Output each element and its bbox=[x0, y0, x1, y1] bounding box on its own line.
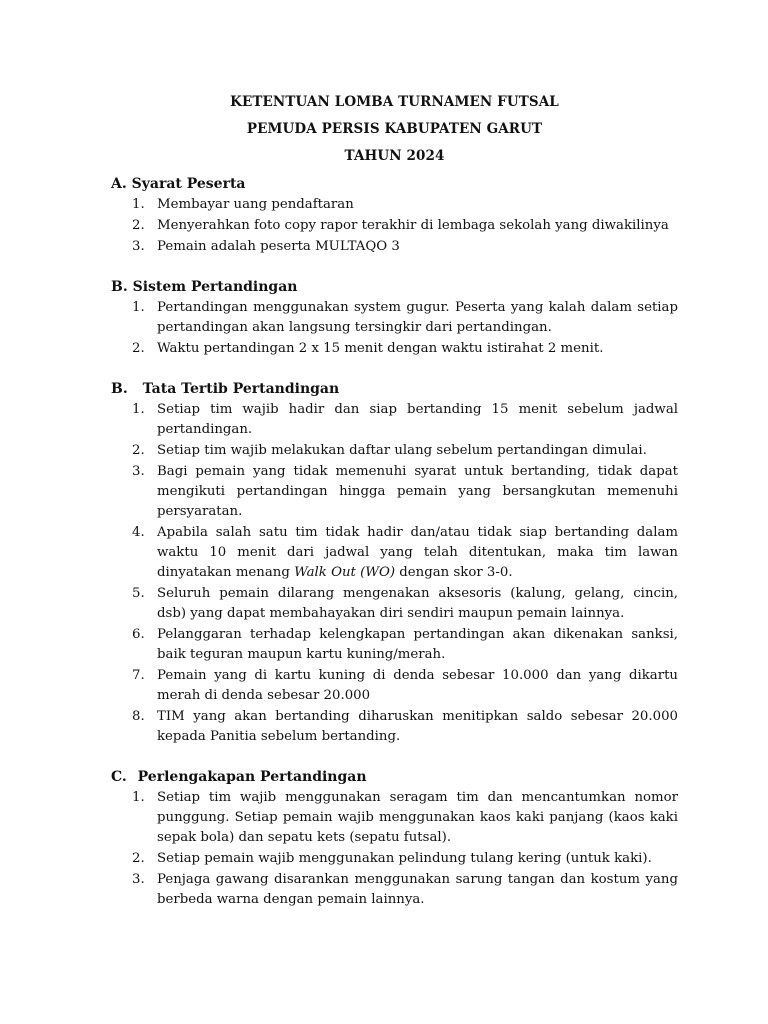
list-item bbox=[111, 441, 678, 461]
list-number: 2. bbox=[132, 218, 145, 233]
list-number: 3. bbox=[132, 872, 145, 887]
section-syarat-peserta bbox=[111, 175, 678, 257]
list-item bbox=[111, 298, 678, 338]
list-text: dengan skor 3-0. bbox=[395, 565, 513, 580]
list-text: TIM yang akan bertanding diharuskan menitipkan saldo sebesar 20.000 kepada Panitia sebelum bertanding. bbox=[157, 709, 678, 744]
list-number: 1. bbox=[132, 402, 145, 417]
list-item bbox=[111, 625, 678, 665]
list-number: 1. bbox=[132, 790, 145, 805]
list-number: 7. bbox=[132, 668, 145, 683]
list-item bbox=[111, 339, 678, 359]
list-number: 2. bbox=[132, 443, 145, 458]
section-letter: A. bbox=[111, 176, 127, 192]
list-number: 1. bbox=[132, 300, 145, 315]
section-title: Perlengakapan Pertandingan bbox=[137, 769, 367, 785]
list-text: Apabila salah satu tim tidak hadir dan/atau tidak siap bertanding dalam waktu 10 menit dari jadwal yang telah ditentukan, maka tim lawan dinyatakan menang bbox=[157, 525, 678, 580]
list-number: 6. bbox=[132, 627, 145, 642]
list-text: Menyerahkan foto copy rapor terakhir di lembaga sekolah yang diwakilinya bbox=[157, 218, 669, 233]
list-text: Pemain yang di kartu kuning di denda sebesar 10.000 dan yang dikartu merah di denda sebesar 20.000 bbox=[157, 668, 678, 703]
list-item bbox=[111, 523, 678, 583]
list-text: Waktu pertandingan 2 x 15 menit dengan waktu istirahat 2 menit. bbox=[157, 341, 604, 356]
document-title-line-1: KETENTUAN LOMBA TURNAMEN FUTSAL bbox=[230, 94, 559, 110]
list-text: Membayar uang pendaftaran bbox=[157, 197, 354, 212]
list-item bbox=[111, 870, 678, 910]
section-heading bbox=[111, 380, 678, 398]
list-number: 4. bbox=[132, 525, 145, 540]
section-heading bbox=[111, 175, 678, 193]
list-text: Penjaga gawang disarankan menggunakan sarung tangan dan kostum yang berbeda warna dengan pemain lainnya. bbox=[157, 872, 678, 907]
section-list bbox=[111, 400, 678, 747]
list-item bbox=[111, 216, 678, 236]
list-text: Setiap tim wajib melakukan daftar ulang sebelum pertandingan dimulai. bbox=[157, 443, 647, 458]
list-text: Bagi pemain yang tidak memenuhi syarat untuk bertanding, tidak dapat mengikuti pertandingan hingga pemain yang bersangkutan memenuhi persyaratan. bbox=[157, 464, 678, 519]
list-item bbox=[111, 195, 678, 215]
list-text: Pertandingan menggunakan system gugur. Peserta yang kalah dalam setiap pertandingan akan langsung tersingkir dari pertandingan. bbox=[157, 300, 678, 335]
section-heading bbox=[111, 278, 678, 296]
list-number: 1. bbox=[132, 197, 145, 212]
section-title: Syarat Peserta bbox=[131, 176, 246, 192]
section-title: Sistem Pertandingan bbox=[132, 279, 298, 295]
list-item bbox=[111, 849, 678, 869]
section-perlengkapan bbox=[111, 768, 678, 910]
list-text-italic: Walk Out (WO) bbox=[294, 565, 396, 580]
list-item bbox=[111, 584, 678, 624]
section-sistem-pertandingan bbox=[111, 278, 678, 359]
list-text: Seluruh pemain dilarang mengenakan aksesoris (kalung, gelang, cincin, dsb) yang dapat membahayakan diri sendiri maupun pemain lainnya. bbox=[157, 586, 678, 621]
list-number: 8. bbox=[132, 709, 145, 724]
list-number: 2. bbox=[132, 851, 145, 866]
document-title-line-2: PEMUDA PERSIS KABUPATEN GARUT bbox=[246, 121, 543, 137]
list-text: Setiap tim wajib hadir dan siap bertanding 15 menit sebelum jadwal pertandingan. bbox=[157, 402, 678, 437]
section-list bbox=[111, 788, 678, 910]
section-list bbox=[111, 298, 678, 359]
section-letter: B. bbox=[111, 279, 128, 295]
list-item bbox=[111, 666, 678, 706]
section-list bbox=[111, 195, 678, 257]
section-letter: B. bbox=[111, 381, 128, 397]
section-title: Tata Tertib Pertandingan bbox=[142, 381, 340, 397]
list-item bbox=[111, 237, 678, 257]
list-item bbox=[111, 462, 678, 522]
list-item bbox=[111, 788, 678, 848]
document-title-block bbox=[111, 92, 678, 164]
list-item bbox=[111, 400, 678, 440]
section-heading bbox=[111, 768, 678, 786]
list-text: Setiap tim wajib menggunakan seragam tim dan mencantumkan nomor punggung. Setiap pemain wajib menggunakan kaos kaki panjang (kaos kaki sepak bola) dan sepatu kets (sepatu futsal). bbox=[157, 790, 678, 845]
list-number: 3. bbox=[132, 239, 145, 254]
list-text: Pelanggaran terhadap kelengkapan pertandingan akan dikenakan sanksi, baik teguran maupun kartu kuning/merah. bbox=[157, 627, 678, 662]
list-item bbox=[111, 707, 678, 747]
list-text: Pemain adalah peserta MULTAQO 3 bbox=[157, 239, 400, 254]
list-number: 2. bbox=[132, 341, 145, 356]
document-title-line-3: TAHUN 2024 bbox=[344, 148, 445, 164]
list-number: 5. bbox=[132, 586, 145, 601]
list-text: Setiap pemain wajib menggunakan pelindung tulang kering (untuk kaki). bbox=[157, 851, 652, 866]
list-number: 3. bbox=[132, 464, 145, 479]
section-tata-tertib bbox=[111, 380, 678, 747]
section-letter: C. bbox=[111, 769, 127, 785]
